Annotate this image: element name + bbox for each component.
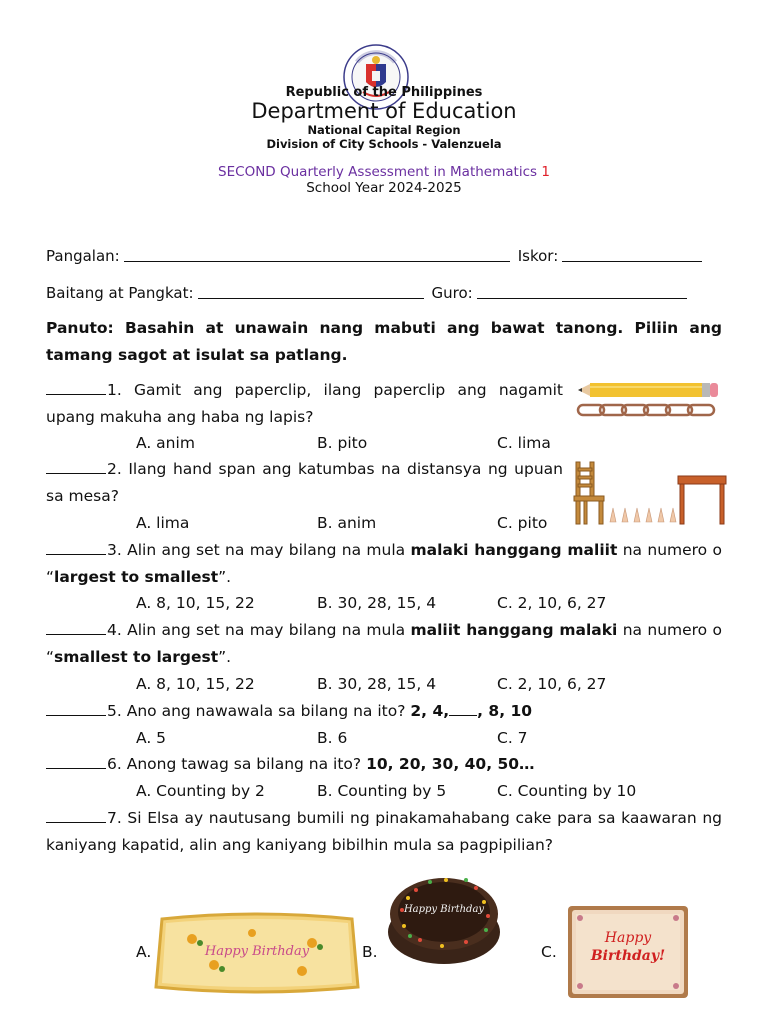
chair-table-handspan-image	[572, 460, 728, 528]
answer-blank-3[interactable]	[46, 540, 106, 555]
q7-option-b[interactable]: B.	[362, 943, 378, 961]
q4-option-b[interactable]: B. 30, 28, 15, 4	[317, 675, 437, 693]
cake-c-image	[566, 904, 690, 1000]
q5-option-c[interactable]: C. 7	[497, 729, 528, 747]
question-6: 6. Anong tawag sa bilang na ito? 10, 20, 30, 40, 50…	[46, 751, 722, 778]
name-score-row	[46, 247, 724, 265]
score-field[interactable]	[562, 261, 702, 262]
region-line: National Capital Region	[307, 123, 461, 137]
q1-option-c[interactable]: C. lima	[497, 434, 551, 452]
q6-option-b[interactable]: B. Counting by 5	[317, 782, 447, 800]
q2-option-c[interactable]: C. pito	[497, 514, 548, 532]
answer-blank-4[interactable]	[46, 620, 106, 635]
question-4: 4. Alin ang set na may bilang na mula maliit hanggang malaki na numero o “smallest to largest”.	[46, 621, 722, 666]
pencil-paperclip-image	[576, 376, 720, 420]
assessment-title: SECOND Quarterly Assessment in Mathematics 1	[218, 164, 550, 180]
section-teacher-row	[46, 284, 724, 302]
school-year: School Year 2024-2025	[306, 180, 462, 196]
q4-option-a[interactable]: A. 8, 10, 15, 22	[136, 675, 255, 693]
q6-option-a[interactable]: A. Counting by 2	[136, 782, 265, 800]
teacher-label: Guro:	[431, 284, 473, 302]
cake-a-text: Happy Birthday	[204, 944, 310, 959]
cake-a-image	[152, 905, 362, 999]
q5-option-b[interactable]: B. 6	[317, 729, 348, 747]
question-1: 1. Gamit ang paperclip, ilang paperclip ang nagamit upang makuha ang haba ng lapis?	[46, 381, 563, 426]
question-2: 2. Ilang hand span ang katumbas na distansya ng upuan sa mesa?	[46, 460, 563, 505]
answer-blank-7[interactable]	[46, 808, 106, 823]
question-3: 3. Alin ang set na may bilang na mula malaki hanggang maliit na numero o “largest to smallest”.	[46, 541, 722, 586]
department-title: Department of Education	[251, 99, 517, 123]
q2-option-a[interactable]: A. lima	[136, 514, 190, 532]
cake-c-text-1: Happy	[604, 930, 652, 946]
cake-c-text-2: Birthday!	[590, 948, 666, 964]
section-field[interactable]	[198, 298, 424, 299]
cake-b-text: Happy Birthday	[403, 904, 485, 915]
answer-blank-5[interactable]	[46, 701, 106, 716]
division-line: Division of City Schools - Valenzuela	[266, 137, 502, 151]
question-7: 7. Si Elsa ay nautusang bumili ng pinakamahabang cake para sa kaawaran ng kaniyang kapatid, alin ang kaniyang bibilhin mula sa pagpipilian?	[46, 809, 722, 854]
answer-blank-1[interactable]	[46, 380, 106, 395]
section-label: Baitang at Pangkat:	[46, 284, 194, 302]
missing-number-blank[interactable]	[449, 701, 477, 716]
teacher-field[interactable]	[477, 298, 687, 299]
q5-option-a[interactable]: A. 5	[136, 729, 167, 747]
answer-blank-2[interactable]	[46, 459, 106, 474]
score-label: Iskor:	[517, 247, 559, 265]
q3-option-b[interactable]: B. 30, 28, 15, 4	[317, 594, 437, 612]
question-5: 5. Ano ang nawawala sa bilang na ito? 2, 4, , 8, 10	[46, 698, 722, 725]
q1-option-a[interactable]: A. anim	[136, 434, 195, 452]
q3-option-a[interactable]: A. 8, 10, 15, 22	[136, 594, 255, 612]
instructions: Panuto: Basahin at unawain nang mabuti ang bawat tanong. Piliin ang tamang sagot at isulat sa patlang.	[46, 319, 722, 364]
republic-header: Republic of the Philippines	[285, 85, 483, 100]
q6-option-c[interactable]: C. Counting by 10	[497, 782, 637, 800]
name-label: Pangalan:	[46, 247, 120, 265]
q1-option-b[interactable]: B. pito	[317, 434, 368, 452]
cake-b-image	[386, 872, 502, 968]
q3-option-c[interactable]: C. 2, 10, 6, 27	[497, 594, 607, 612]
q7-option-a[interactable]: A.	[136, 943, 152, 961]
name-field[interactable]	[124, 261, 510, 262]
q4-option-c[interactable]: C. 2, 10, 6, 27	[497, 675, 607, 693]
q2-option-b[interactable]: B. anim	[317, 514, 377, 532]
q7-option-c[interactable]: C.	[541, 943, 557, 961]
answer-blank-6[interactable]	[46, 754, 106, 769]
